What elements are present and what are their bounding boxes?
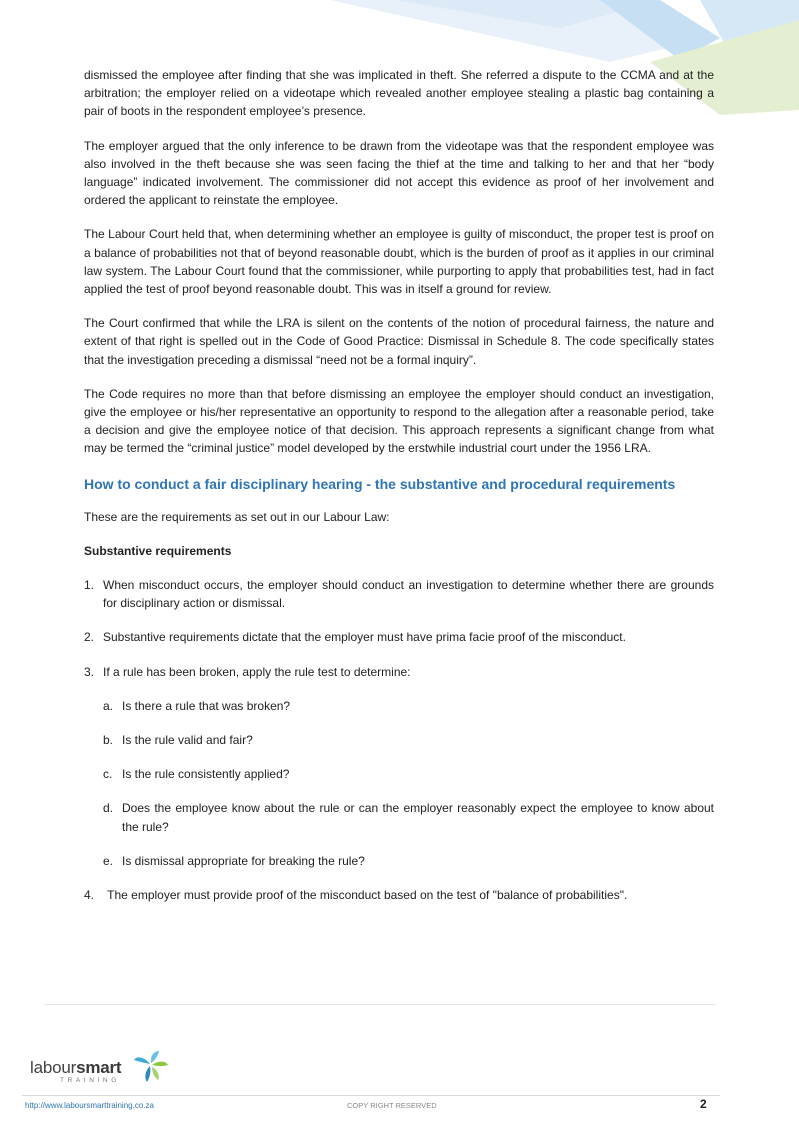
paragraph: The Labour Court held that, when determining whether an employee is guilty of misconduct, the proper test is proof on a balance of probabilities not that of beyond reasonable doubt, which is the burden of proof as it applies in our criminal law system. The Labour Court found that the commissioner, while purporting to apply that probabilities test, had in fact applied the test of proof beyond reasonable doubt. This was in itself a ground for review.: [84, 227, 714, 297]
paragraph: The Court confirmed that while the LRA is silent on the contents of the notion of procedural fairness, the nature and extent of that right is spelled out in the Code of Good Practice: Dismissal in Schedule 8. The code specifically states that the investigation preceding a dismissal “need not be a formal inquiry”.: [84, 316, 714, 367]
list-item: [84, 576, 714, 612]
sublist-letter: e.: [103, 853, 114, 868]
list-text: Substantive requirements dictate that the employer must have prima facie proof of the misconduct.: [103, 630, 626, 645]
list-item: [84, 663, 714, 870]
sublist-item: [103, 731, 714, 749]
paragraph: dismissed the employee after finding that she was implicated in theft. She referred a dispute to the CCMA and at the arbitration; the employer relied on a videotape which revealed another employee stealing a plastic bag containing a pair of boots in the respondent employee’s presence.: [84, 68, 714, 119]
list-text: When misconduct occurs, the employer should conduct an investigation to determine whether there are grounds for disciplinary action or dismissal.: [103, 578, 714, 611]
footer-rule: [22, 1095, 720, 1096]
sublist-text: Is the rule valid and fair?: [122, 733, 253, 748]
list-number: 1.: [84, 578, 95, 593]
list-item: [84, 628, 714, 646]
logo-tagline: TRAINING: [60, 1077, 120, 1084]
copyright-text: COPY RIGHT RESERVED: [347, 1101, 437, 1110]
logo-petals-icon: [132, 1050, 170, 1084]
intro-text: These are the requirements as set out in our Labour Law:: [84, 509, 390, 524]
sublist-item: [103, 799, 714, 835]
logo-wordmark: [30, 1058, 121, 1078]
sublist-text: Does the employee know about the rule or can the employer reasonably expect the employee to know about the rule?: [122, 801, 714, 834]
sublist-text: Is the rule consistently applied?: [122, 767, 290, 782]
footer-divider: [44, 1004, 716, 1005]
sublist-item: [103, 697, 714, 715]
subheading: Substantive requirements: [84, 543, 232, 558]
sublist-item: [103, 852, 714, 870]
list-text: If a rule has been broken, apply the rule test to determine:: [103, 664, 411, 679]
list-text: The employer must provide proof of the misconduct based on the test of "balance of probabilities".: [107, 888, 628, 903]
sublist-text: Is there a rule that was broken?: [122, 698, 291, 713]
list-number: 2.: [84, 630, 95, 645]
list-number: 4.: [84, 888, 95, 903]
paragraph: The employer argued that the only inference to be drawn from the videotape was that the respondent employee was also involved in the theft because she was seen facing the thief at the time and talking to her and that her “body language” indicated involvement. The commissioner did not accept this evidence as proof of her involvement and ordered the applicant to reinstate the employee.: [84, 138, 714, 208]
website-link[interactable]: http://www.laboursmarttraining.co.za: [25, 1101, 154, 1110]
laboursmart-logo: [30, 1052, 180, 1086]
rule-test-list: [103, 697, 714, 870]
logo-wordmark-bold: smart: [76, 1058, 122, 1077]
list-number: 3.: [84, 664, 95, 679]
document-body: [84, 66, 714, 904]
sublist-item: [103, 765, 714, 783]
page-number: 2: [700, 1097, 707, 1111]
sublist-letter: c.: [103, 767, 113, 782]
sublist-letter: d.: [103, 801, 114, 816]
sublist-text: Is dismissal appropriate for breaking the rule?: [122, 853, 365, 868]
requirements-list: [84, 576, 714, 870]
sublist-letter: a.: [103, 698, 114, 713]
section-heading: How to conduct a fair disciplinary hearing - the substantive and procedural requirements: [84, 475, 676, 492]
final-list-item: [84, 886, 714, 904]
paragraph: The Code requires no more than that before dismissing an employee the employer should conduct an investigation, give the employee or his/her representative an opportunity to respond to the allegation after a reasonable period, take a decision and give the employee notice of that decision. This approach represents a significant change from what may be termed the “criminal justice” model developed by the erstwhile industrial court under the 1956 LRA.: [84, 386, 714, 456]
logo-wordmark-light: labour: [30, 1058, 77, 1077]
sublist-letter: b.: [103, 733, 114, 748]
